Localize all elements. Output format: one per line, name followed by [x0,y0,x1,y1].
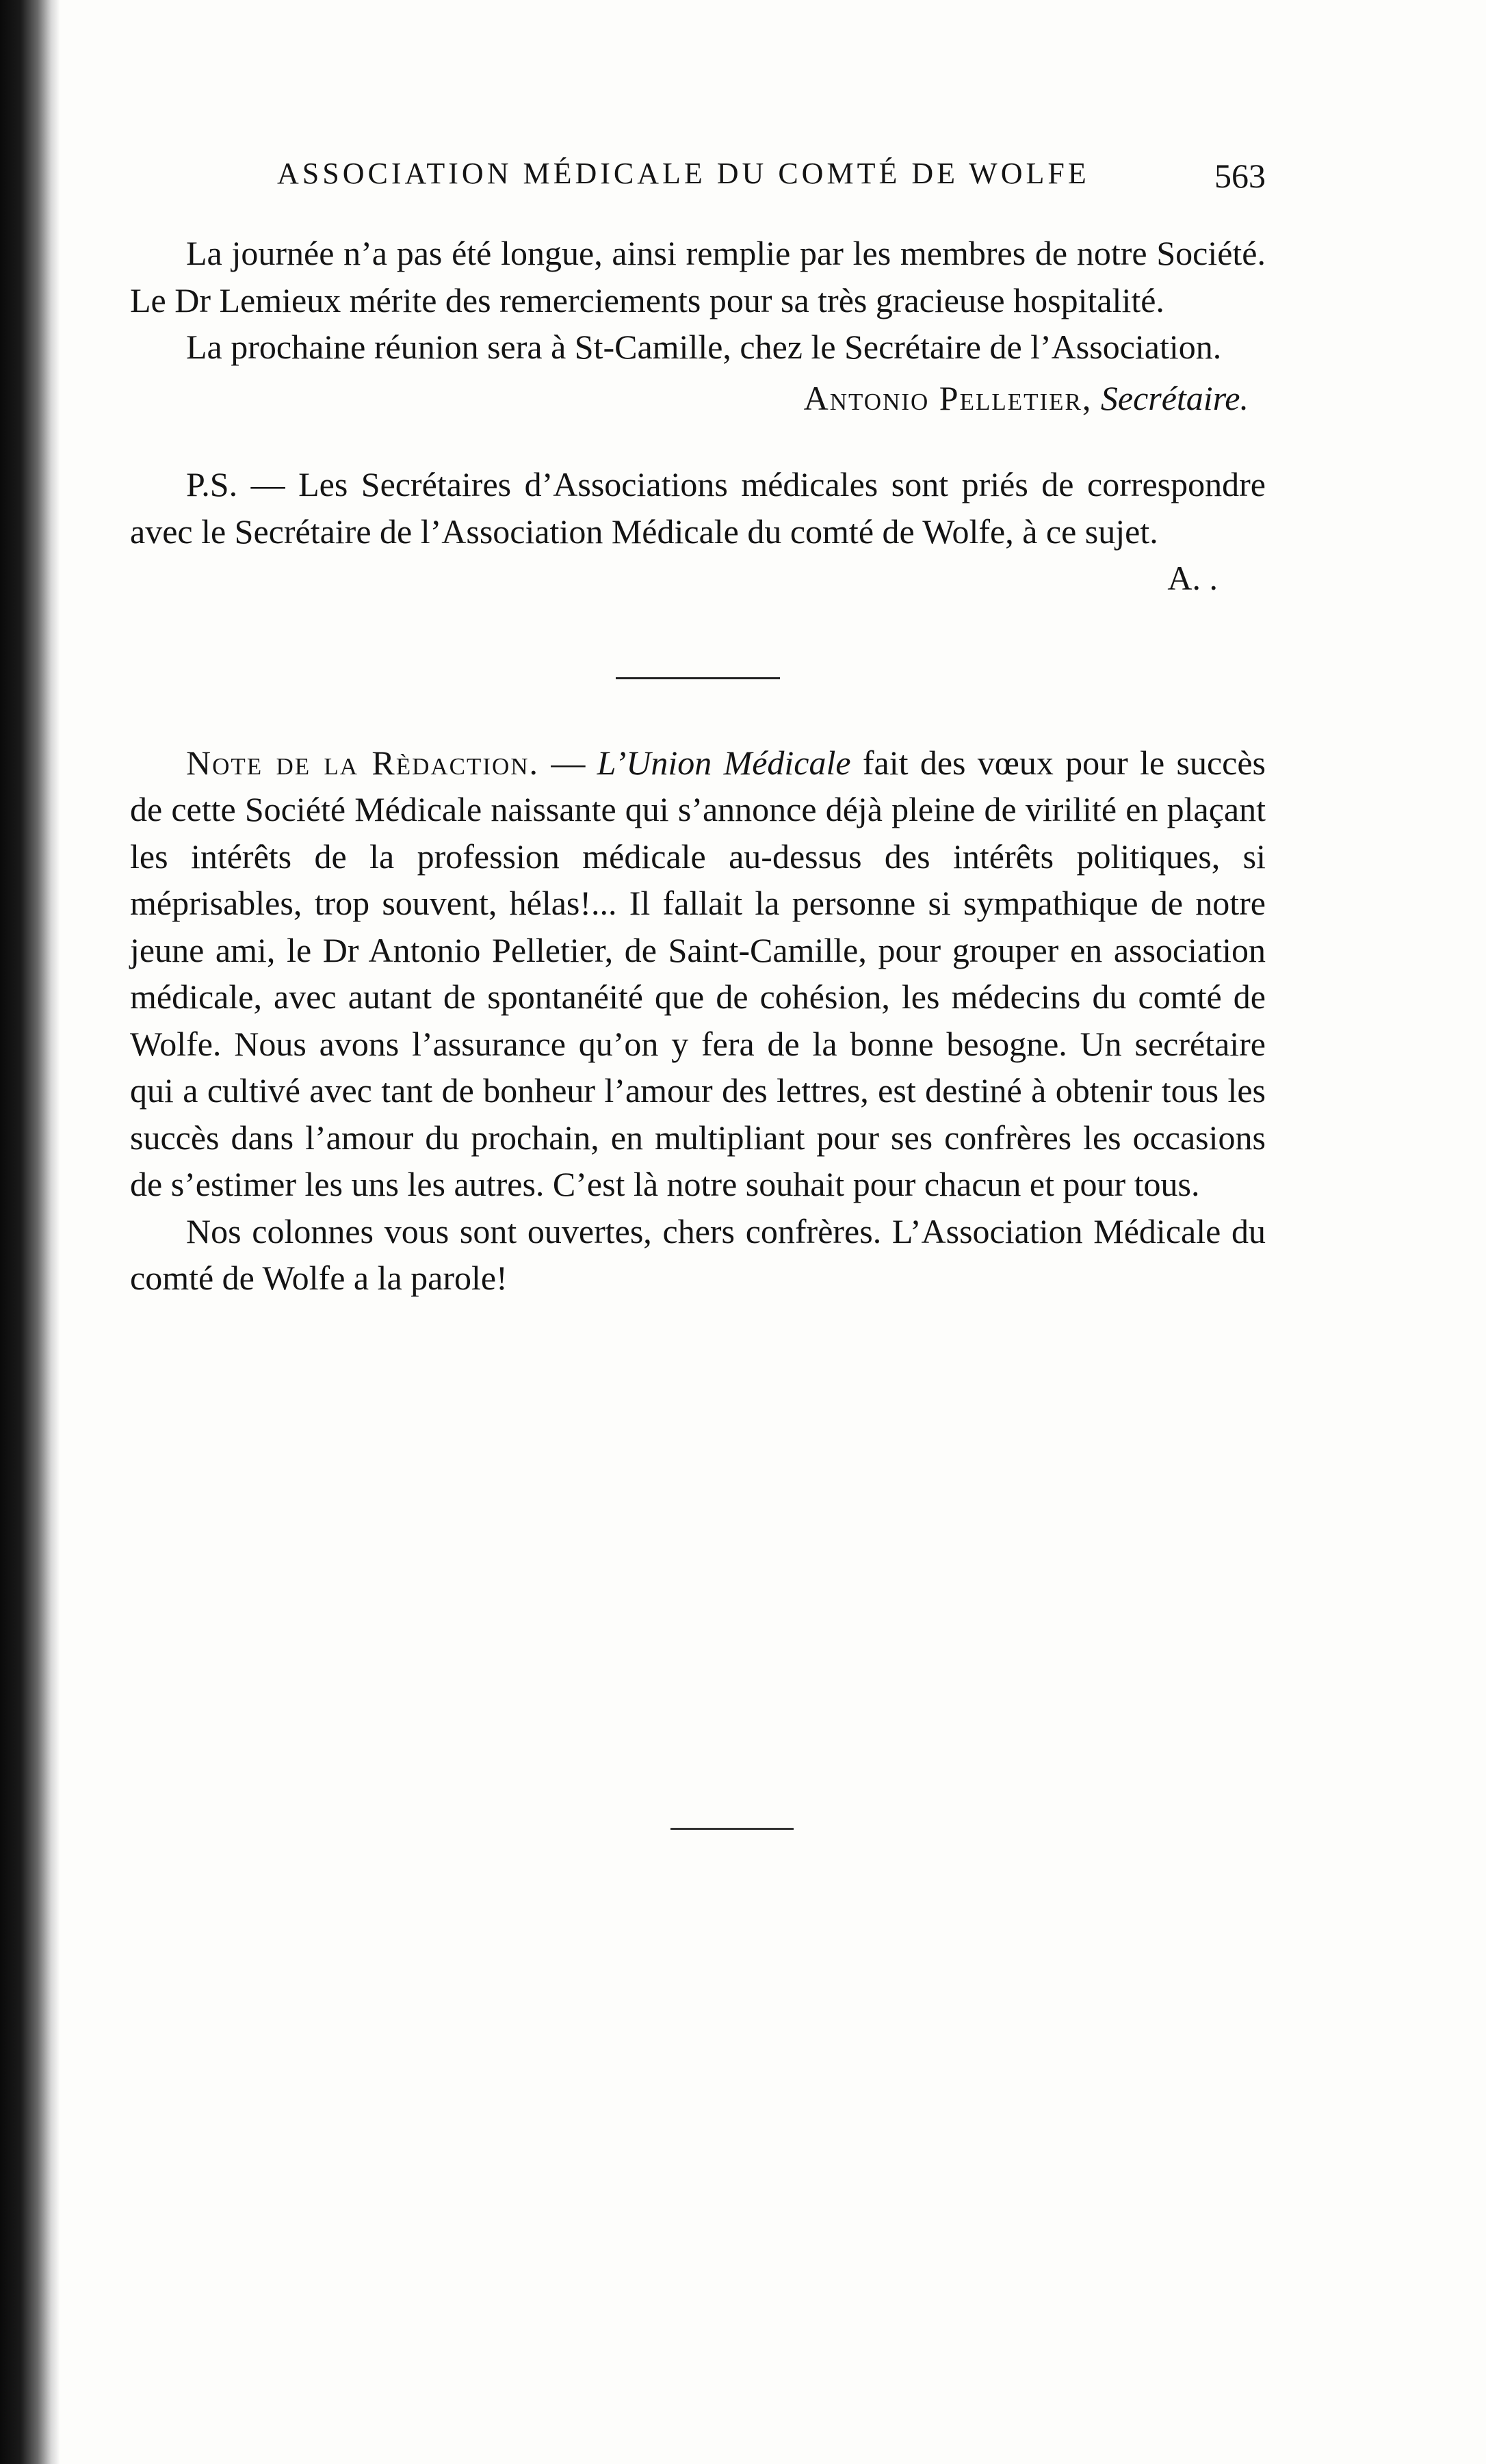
journal-name: L’Union Médicale [597,743,851,782]
signature-title: Secrétaire. [1100,378,1249,417]
page-binding-edge [0,0,60,2464]
body-text [130,230,1266,1302]
note-dash: — [539,743,597,782]
note-heading: Note de la Rèdaction. [186,743,540,782]
signature [130,375,1266,422]
editorial-note [130,739,1266,1208]
paragraph-2: La prochaine réunion sera à St-Camille, chez le Secrétaire de l’Association. [186,328,1222,366]
page-header [130,156,1266,211]
section-divider [616,677,780,679]
closing-paragraph: Nos colonnes vous sont ouvertes, chers confrères. L’Association Médicale du comté de Wolfe a la parole! [130,1211,1266,1297]
note-text: fait des vœux pour le succès de cette Société Médicale naissante qui s’annonce déjà pleine de virilité en plaçant les intérêts de la profession médicale au-dessus des intérêts politiques, si méprisables, trop souvent, hélas!... Il fallait la personne si sympathique de notre jeune ami, le Dr Antonio Pelletier, de Saint-Camille, pour grouper en association médicale, avec autant de spontanéité que de cohésion, les médecins du comté de Wolfe. Nous avons l’assurance qu’on y fera de la bonne besogne. Un secrétaire qui a cultivé avec tant de bonheur l’amour des lettres, est destiné à obtenir tous les succès dans l’amour du prochain, en multipliant pour ses confrères les occasions de s’estimer les uns les autres. C’est là notre souhait pour chacun et pour tous. [130,743,1266,1203]
page-number: 563 [1214,157,1266,195]
signature-name: Antonio Pelletier, [803,378,1093,417]
running-head: ASSOCIATION MÉDICALE DU COMTÉ DE WOLFE [277,157,1090,190]
end-rule [670,1828,794,1830]
postscript-initial: A. . [1167,559,1218,597]
paragraph-1: La journée n’a pas été longue, ainsi remplie par les membres de notre Société. Le Dr Lemieux mérite des remerciements pour sa très gracieuse hospitalité. [130,234,1266,319]
postscript: P.S. — Les Secrétaires d’Associations médicales sont priés de correspondre avec le Secrétaire de l’Association Médicale du comté de Wolfe, à ce sujet. [130,465,1266,551]
